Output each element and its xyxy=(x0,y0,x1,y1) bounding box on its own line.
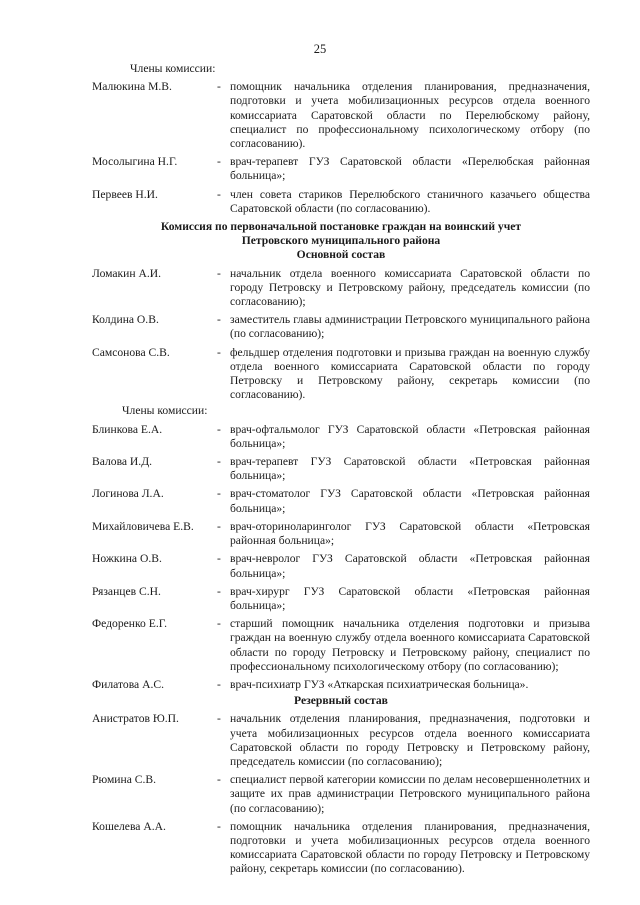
list-item xyxy=(92,773,590,816)
list-item xyxy=(92,585,590,613)
member-name: Филатова А.С. xyxy=(92,677,164,691)
member-name: Блинкова Е.А. xyxy=(92,422,163,436)
member-description: - врач-терапевт ГУЗ Саратовской области «Перелюбская районная больница»; xyxy=(214,155,590,183)
member-name: Первеев Н.И. xyxy=(92,187,158,201)
member-name: Рюмина С.В. xyxy=(92,773,157,787)
list-item xyxy=(92,188,590,216)
member-description: - врач-офтальмолог ГУЗ Саратовской области «Петровская районная больница»; xyxy=(214,423,590,451)
list-item xyxy=(92,678,590,692)
list-item xyxy=(92,423,590,451)
list-item xyxy=(92,520,590,548)
member-description: - заместитель главы администрации Петровского муниципального района (по согласованию); xyxy=(214,313,590,341)
member-name: Самсонова С.В. xyxy=(92,345,170,359)
list-item xyxy=(92,455,590,483)
list-item xyxy=(92,617,590,674)
main-composition-heading: Основной состав xyxy=(296,248,386,262)
list-item xyxy=(92,552,590,580)
member-name: Анистратов Ю.П. xyxy=(92,712,179,726)
list-item xyxy=(92,487,590,515)
member-name: Малюкина М.В. xyxy=(92,80,172,94)
members-list xyxy=(92,423,590,692)
list-item xyxy=(92,155,590,183)
member-description: - фельдшер отделения подготовки и призыва граждан на военную службу отдела военного комиссариата Саратовской области по городу Петровску и Петровскому району, секретарь комиссии (по согласованию). xyxy=(214,346,590,403)
member-description: - врач-хирург ГУЗ Саратовской области «Петровская районная больница»; xyxy=(214,585,590,613)
member-name: Колдина О.В. xyxy=(92,313,159,327)
prev-members-heading: Члены комиссии: xyxy=(130,62,216,75)
list-item xyxy=(92,712,590,769)
member-name: Ножкина О.В. xyxy=(92,552,162,566)
member-name: Логинова Л.А. xyxy=(92,487,164,501)
member-description: - врач-психиатр ГУЗ «Аткарская психиатрическая больница». xyxy=(214,678,590,692)
member-name: Ломакин А.И. xyxy=(92,266,162,280)
list-item xyxy=(92,346,590,403)
member-name: Рязанцев С.Н. xyxy=(92,584,161,598)
prev-members-list xyxy=(92,80,590,216)
member-name: Мосолыгина Н.Г. xyxy=(92,155,178,169)
list-item xyxy=(92,820,590,877)
member-name: Валова И.Д. xyxy=(92,455,153,469)
members-heading: Члены комиссии: xyxy=(122,404,208,418)
list-item xyxy=(92,267,590,310)
member-description: - начальник отдела военного комиссариата Саратовской области по городу Петровску и Петровскому району, председатель комиссии (по согласованию); xyxy=(214,267,590,310)
commission-title-line1: Комиссия по первоначальной постановке граждан на воинский учет xyxy=(160,220,522,234)
member-description: - начальник отделения планирования, предназначения, подготовки и учета мобилизационных ресурсов отдела военного комиссариата Саратовской области по городу Петровску и Петровскому району, председатель комиссии (по согласованию); xyxy=(214,712,590,769)
commission-title xyxy=(92,220,590,263)
member-name: Федоренко Е.Г. xyxy=(92,617,168,631)
member-description: - врач-терапевт ГУЗ Саратовской области «Петровская районная больница»; xyxy=(214,455,590,483)
reserve-members-list xyxy=(92,712,590,876)
document-body xyxy=(92,62,590,877)
member-name: Кошелева А.А. xyxy=(92,819,166,833)
main-members-list xyxy=(92,267,590,403)
member-description: - врач-оториноларинголог ГУЗ Саратовской области «Петровская районная больница»; xyxy=(214,520,590,548)
page-number: 25 xyxy=(313,42,327,56)
member-description: - помощник начальника отделения планирования, предназначения, подготовки и учета мобилизационных ресурсов отдела военного комиссариата Саратовской области по городу Петровску и Петровскому району, секретарь комиссии (по согласованию). xyxy=(214,820,590,877)
member-name: Михайловичева Е.В. xyxy=(92,519,194,533)
member-description: - врач-невролог ГУЗ Саратовской области «Петровская районная больница»; xyxy=(214,552,590,580)
reserve-composition-heading: Резервный состав xyxy=(294,694,388,708)
commission-title-line2: Петровского муниципального района xyxy=(241,234,441,248)
member-description: - член совета стариков Перелюбского станичного казачьего общества Саратовской области (по согласованию). xyxy=(214,188,590,216)
member-description: - помощник начальника отделения планирования, предназначения, подготовки и учета мобилизационных ресурсов отдела военного комиссариата Саратовской области по Перелюбскому району, специалист по профессиональному психологическому отбору (по согласованию). xyxy=(214,80,590,151)
list-item xyxy=(92,80,590,151)
member-description: - старший помощник начальника отделения подготовки и призыва граждан на военную службу отдела военного комиссариата Саратовской области по городу Петровску и Петровскому району, специалист по профессиональному психологическому отбору (по согласованию); xyxy=(214,617,590,674)
list-item xyxy=(92,313,590,341)
member-description: - врач-стоматолог ГУЗ Саратовской области «Петровская районная больница»; xyxy=(214,487,590,515)
member-description: - специалист первой категории комиссии по делам несовершеннолетних и защите их прав администрации Петровского муниципального района (по согласованию); xyxy=(214,773,590,816)
